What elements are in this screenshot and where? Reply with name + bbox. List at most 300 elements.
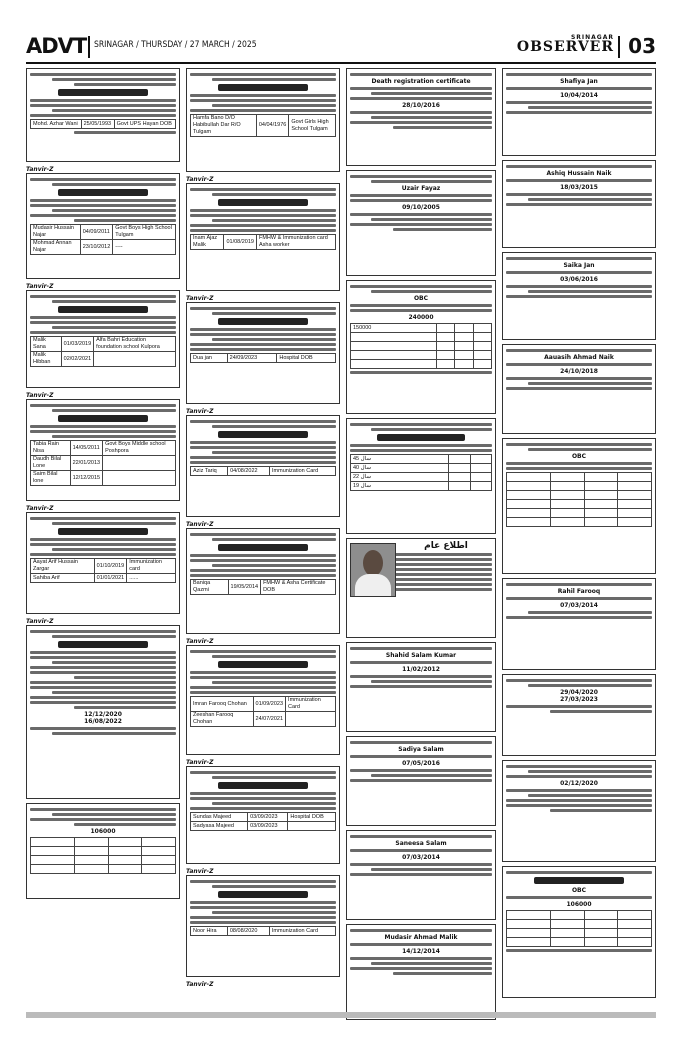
table-cell xyxy=(507,491,551,500)
text-line xyxy=(52,300,176,303)
table-cell xyxy=(618,920,652,929)
signature: Tanvir-Z xyxy=(26,283,54,290)
text-line xyxy=(30,656,176,659)
text-line xyxy=(350,863,492,866)
text-line xyxy=(506,443,652,446)
text-line xyxy=(393,578,492,581)
text-line xyxy=(190,906,336,909)
text-line xyxy=(190,224,336,227)
text-line xyxy=(190,73,336,76)
ad-table xyxy=(190,812,336,831)
table-cell xyxy=(507,938,551,947)
text-line xyxy=(190,554,336,557)
text-line xyxy=(350,371,492,374)
text-line xyxy=(350,675,492,678)
text-line xyxy=(350,835,492,838)
text-line xyxy=(528,611,652,614)
ad-table xyxy=(190,234,336,250)
text-line xyxy=(371,180,492,183)
ad-block xyxy=(502,438,656,574)
table-cell xyxy=(584,938,618,947)
table-cell xyxy=(473,324,491,333)
table-cell xyxy=(108,865,142,874)
table-cell xyxy=(618,473,652,482)
table-cell: FMHW & Asha Certificate DOB xyxy=(261,580,336,595)
text-line xyxy=(506,799,652,802)
ad-block xyxy=(26,68,180,162)
text-line xyxy=(30,214,176,217)
text-line xyxy=(371,428,492,431)
ad-block xyxy=(26,290,180,388)
table-cell xyxy=(618,518,652,527)
text-line xyxy=(30,686,176,689)
person-name: Rahil Farooq xyxy=(557,588,601,595)
text-line xyxy=(506,871,652,874)
column-4 xyxy=(502,68,656,1002)
text-line xyxy=(190,446,336,449)
text-line xyxy=(212,564,336,567)
person-name: Saneesa Salam xyxy=(395,840,447,847)
text-line xyxy=(393,228,492,231)
table-cell xyxy=(436,360,454,369)
page-number: 03 xyxy=(628,34,656,58)
ad-heading: OBC xyxy=(413,295,429,302)
text-line xyxy=(350,873,492,876)
table-cell xyxy=(103,456,176,471)
section-label: ADVT xyxy=(26,34,87,58)
table-cell xyxy=(108,856,142,865)
text-line xyxy=(30,430,176,433)
ad-heading: Death registration certificate xyxy=(371,78,471,85)
person-name: Saika Jan xyxy=(563,262,595,269)
table-cell xyxy=(584,518,618,527)
text-line xyxy=(212,425,336,428)
text-line xyxy=(350,175,492,178)
table-cell: Malik Sana xyxy=(31,337,62,352)
text-line xyxy=(190,807,336,810)
text-line xyxy=(550,809,652,812)
text-line xyxy=(190,328,336,331)
text-line xyxy=(190,916,336,919)
text-line xyxy=(350,194,492,197)
person-name: Sadiya Salam xyxy=(398,746,444,753)
text-line xyxy=(350,661,492,664)
text-line xyxy=(506,387,652,390)
text-line xyxy=(52,813,176,816)
text-line xyxy=(350,943,492,946)
text-line xyxy=(371,218,492,221)
text-line xyxy=(350,121,492,124)
text-line xyxy=(190,921,336,924)
table-cell: Sadyasa Majeed xyxy=(191,822,248,831)
text-line xyxy=(52,78,176,81)
text-line xyxy=(190,771,336,774)
ad-date: 18/03/2015 xyxy=(560,184,598,191)
table-cell xyxy=(351,333,437,342)
text-line xyxy=(350,779,492,782)
ad-block xyxy=(502,578,656,670)
text-line xyxy=(506,363,652,366)
table-cell xyxy=(455,360,473,369)
column-2 xyxy=(186,68,340,988)
table-cell xyxy=(584,491,618,500)
text-line xyxy=(218,782,309,789)
text-line xyxy=(528,106,652,109)
text-line xyxy=(30,651,176,654)
table-cell: 25/05/1993 xyxy=(81,120,114,129)
footer-bar xyxy=(26,1012,656,1018)
text-line xyxy=(506,203,652,206)
text-line xyxy=(550,710,652,713)
text-line xyxy=(212,802,336,805)
table-cell: 150000 xyxy=(351,324,437,333)
table-cell: 24/09/2023 xyxy=(227,354,277,363)
ad-date: 12/12/2020 xyxy=(84,711,122,718)
ad-heading: OBC xyxy=(571,887,587,894)
text-line xyxy=(52,109,176,112)
ad-block xyxy=(346,830,496,920)
table-cell xyxy=(142,847,176,856)
text-line xyxy=(190,333,336,336)
person-name: Aauasih Ahmad Naik xyxy=(544,354,614,361)
signature: Tanvir-Z xyxy=(26,166,54,173)
text-line xyxy=(190,109,336,112)
table-cell xyxy=(618,482,652,491)
table-cell xyxy=(288,822,336,831)
text-line xyxy=(190,574,336,577)
text-line xyxy=(58,89,149,96)
text-line xyxy=(30,178,176,181)
text-line xyxy=(190,901,336,904)
table-cell: 01/03/2019 xyxy=(61,337,94,352)
ad-table xyxy=(190,696,336,727)
table-cell xyxy=(507,500,551,509)
text-line xyxy=(528,684,652,687)
table-cell: Saim Bilal lone xyxy=(31,471,71,486)
table-cell: Immunization Card xyxy=(286,697,336,712)
table-cell xyxy=(473,333,491,342)
ad-date: 29/04/2020 xyxy=(560,689,598,696)
text-line xyxy=(190,229,336,232)
table-cell xyxy=(550,911,584,920)
text-line xyxy=(30,331,176,334)
text-line xyxy=(190,307,336,310)
text-line xyxy=(190,420,336,423)
table-cell xyxy=(618,938,652,947)
text-line xyxy=(190,188,336,191)
text-line xyxy=(212,451,336,454)
table-cell xyxy=(550,518,584,527)
table-cell xyxy=(618,929,652,938)
table-cell xyxy=(470,473,491,482)
ad-date: 03/06/2016 xyxy=(560,276,598,283)
text-line xyxy=(218,891,309,898)
table-cell xyxy=(74,865,108,874)
table-cell: Tabia Rain Nisa xyxy=(31,441,71,456)
table-cell: Sundas Majeed xyxy=(191,813,248,822)
ad-block xyxy=(26,512,180,614)
text-line xyxy=(30,425,176,428)
text-line xyxy=(52,209,176,212)
text-line xyxy=(190,461,336,464)
text-line xyxy=(350,304,492,307)
header-divider xyxy=(618,36,620,58)
text-line xyxy=(190,880,336,883)
table-cell: 02/02/2021 xyxy=(61,352,94,367)
text-line xyxy=(30,543,176,546)
ad-block xyxy=(186,68,340,172)
table-cell xyxy=(550,482,584,491)
ad-block xyxy=(26,399,180,501)
text-line xyxy=(528,382,652,385)
text-line xyxy=(218,431,309,438)
table-cell xyxy=(550,491,584,500)
signature: Tanvir-Z xyxy=(186,521,214,528)
table-cell xyxy=(449,482,470,491)
ad-block xyxy=(186,415,340,517)
text-line xyxy=(350,87,492,90)
text-line xyxy=(190,676,336,679)
table-cell: 01/01/2021 xyxy=(94,574,127,583)
text-line xyxy=(30,818,176,821)
text-line xyxy=(506,896,652,899)
text-line xyxy=(52,326,176,329)
ad-date: 28/10/2016 xyxy=(402,102,440,109)
text-line xyxy=(30,696,176,699)
text-line xyxy=(371,774,492,777)
ad-block xyxy=(346,642,496,732)
text-line xyxy=(30,630,176,633)
signature: Tanvir-Z xyxy=(26,392,54,399)
table-cell xyxy=(436,333,454,342)
table-cell: Mohmad Annan Najar xyxy=(31,240,81,255)
header-divider xyxy=(88,36,90,58)
text-line xyxy=(506,949,652,952)
text-line xyxy=(58,415,149,422)
table-cell xyxy=(108,838,142,847)
text-line xyxy=(371,116,492,119)
table-cell xyxy=(507,920,551,929)
text-line xyxy=(506,789,652,792)
table-cell xyxy=(507,473,551,482)
table-cell xyxy=(103,471,176,486)
text-line xyxy=(506,349,652,352)
brand-name: OBSERVER xyxy=(516,39,614,55)
table-cell xyxy=(436,342,454,351)
ad-block xyxy=(502,252,656,340)
text-line xyxy=(30,204,176,207)
text-line xyxy=(534,877,625,884)
text-line xyxy=(74,131,176,134)
text-line xyxy=(350,285,492,288)
table-cell xyxy=(584,920,618,929)
ad-block xyxy=(26,625,180,799)
ad-block xyxy=(346,924,496,1020)
text-line xyxy=(30,199,176,202)
text-line xyxy=(74,83,176,86)
text-line xyxy=(30,727,176,730)
text-line xyxy=(350,111,492,114)
text-line xyxy=(30,681,176,684)
text-line xyxy=(190,214,336,217)
ad-block xyxy=(502,760,656,862)
ad-table xyxy=(30,440,176,486)
ad-table xyxy=(506,472,652,527)
table-cell xyxy=(470,455,491,464)
text-line xyxy=(190,569,336,572)
text-line xyxy=(506,377,652,380)
text-line xyxy=(506,193,652,196)
text-line xyxy=(52,732,176,735)
text-line xyxy=(212,312,336,315)
ad-block xyxy=(346,170,496,276)
text-line xyxy=(190,99,336,102)
text-line xyxy=(506,597,652,600)
text-line xyxy=(212,885,336,888)
table-cell: 03/09/2023 xyxy=(248,813,288,822)
page-header xyxy=(26,32,656,62)
ad-block xyxy=(502,160,656,248)
text-line xyxy=(350,769,492,772)
text-line xyxy=(371,868,492,871)
column-3 xyxy=(346,68,496,1024)
table-cell xyxy=(31,847,75,856)
table-cell: Daudh Bilal Lone xyxy=(31,456,71,471)
text-line xyxy=(506,101,652,104)
text-line xyxy=(506,467,652,470)
text-line xyxy=(58,528,149,535)
person-photo xyxy=(350,543,396,597)
text-line xyxy=(190,343,336,346)
text-line xyxy=(506,295,652,298)
signature: Tanvir-Z xyxy=(26,505,54,512)
text-line xyxy=(212,911,336,914)
text-line xyxy=(350,444,492,447)
ad-block xyxy=(186,183,340,291)
ad-block xyxy=(346,68,496,166)
text-line xyxy=(58,641,149,648)
ad-heading: اطلاع عام xyxy=(424,541,468,551)
text-line xyxy=(528,290,652,293)
text-line xyxy=(212,219,336,222)
table-cell: Noor Hira xyxy=(191,927,228,936)
table-cell: 22 سال xyxy=(351,473,449,482)
text-line xyxy=(58,306,149,313)
signature: Tanvir-Z xyxy=(186,176,214,183)
text-line xyxy=(218,661,309,668)
signature: Tanvir-Z xyxy=(186,638,214,645)
table-cell xyxy=(550,509,584,518)
table-cell xyxy=(449,455,470,464)
brand-city: SRINAGAR xyxy=(570,34,614,41)
text-line xyxy=(30,671,176,674)
text-line xyxy=(506,271,652,274)
text-line xyxy=(393,972,492,975)
text-line xyxy=(52,691,176,694)
table-cell: 19/05/2014 xyxy=(228,580,261,595)
table-cell: Alfa Bahri Education foundation school Kulpora xyxy=(94,337,176,352)
ad-block xyxy=(502,866,656,998)
table-cell: Sahiba Arif xyxy=(31,574,95,583)
text-line xyxy=(350,647,492,650)
text-line xyxy=(506,111,652,114)
text-line xyxy=(350,97,492,100)
table-cell xyxy=(618,509,652,518)
text-line xyxy=(506,165,652,168)
ad-amount: 106000 xyxy=(90,828,116,835)
text-line xyxy=(30,404,176,407)
ad-table xyxy=(30,336,176,367)
dateline: SRINAGAR / THURSDAY / 27 MARCH / 2025 xyxy=(94,40,257,50)
text-line xyxy=(528,198,652,201)
text-line xyxy=(506,179,652,182)
text-line xyxy=(528,770,652,773)
table-cell xyxy=(74,838,108,847)
text-line xyxy=(350,967,492,970)
text-line xyxy=(52,661,176,664)
text-line xyxy=(190,559,336,562)
table-cell: Govt Boys High School Tulgam xyxy=(113,225,176,240)
text-line xyxy=(350,755,492,758)
table-cell xyxy=(618,911,652,920)
ad-block xyxy=(186,645,340,755)
text-line xyxy=(212,655,336,658)
text-line xyxy=(52,548,176,551)
table-cell xyxy=(473,360,491,369)
ad-block xyxy=(502,68,656,156)
table-cell: ---- xyxy=(113,240,176,255)
table-cell: Imran Farooq Chohan xyxy=(191,697,254,712)
text-line xyxy=(506,775,652,778)
table-cell xyxy=(74,856,108,865)
signature: Tanvir-Z xyxy=(26,618,54,625)
text-line xyxy=(190,441,336,444)
table-cell xyxy=(74,847,108,856)
text-line xyxy=(30,321,176,324)
table-cell: ...... xyxy=(127,574,176,583)
table-cell: 19 سال xyxy=(351,482,449,491)
text-line xyxy=(52,635,176,638)
table-cell: Hospital DOB xyxy=(288,813,336,822)
table-cell xyxy=(436,351,454,360)
ad-table xyxy=(190,353,336,363)
table-cell xyxy=(470,482,491,491)
table-cell xyxy=(449,464,470,473)
masthead-logo xyxy=(517,34,614,54)
table-cell: 04/08/2022 xyxy=(228,467,270,476)
text-line xyxy=(350,929,492,932)
table-cell xyxy=(351,360,437,369)
text-line xyxy=(58,189,149,196)
table-cell xyxy=(455,324,473,333)
text-line xyxy=(190,209,336,212)
text-line xyxy=(506,765,652,768)
person-name: Mudasir Ahmad Malik xyxy=(384,934,458,941)
text-line xyxy=(30,73,176,76)
ad-date: 27/03/2023 xyxy=(560,696,598,703)
table-cell: 23/10/2012 xyxy=(80,240,113,255)
person-name: Ashiq Hussain Naik xyxy=(546,170,612,177)
table-cell: 12/12/2015 xyxy=(70,471,103,486)
table-cell xyxy=(584,482,618,491)
text-line xyxy=(30,701,176,704)
table-cell: 01/08/2019 xyxy=(224,235,257,250)
table-cell xyxy=(473,351,491,360)
text-line xyxy=(212,776,336,779)
ad-table xyxy=(30,558,176,583)
table-cell: Mudasir Hussain Najar xyxy=(31,225,81,240)
table-cell: Govt Girls High School Tulgam xyxy=(289,115,336,137)
